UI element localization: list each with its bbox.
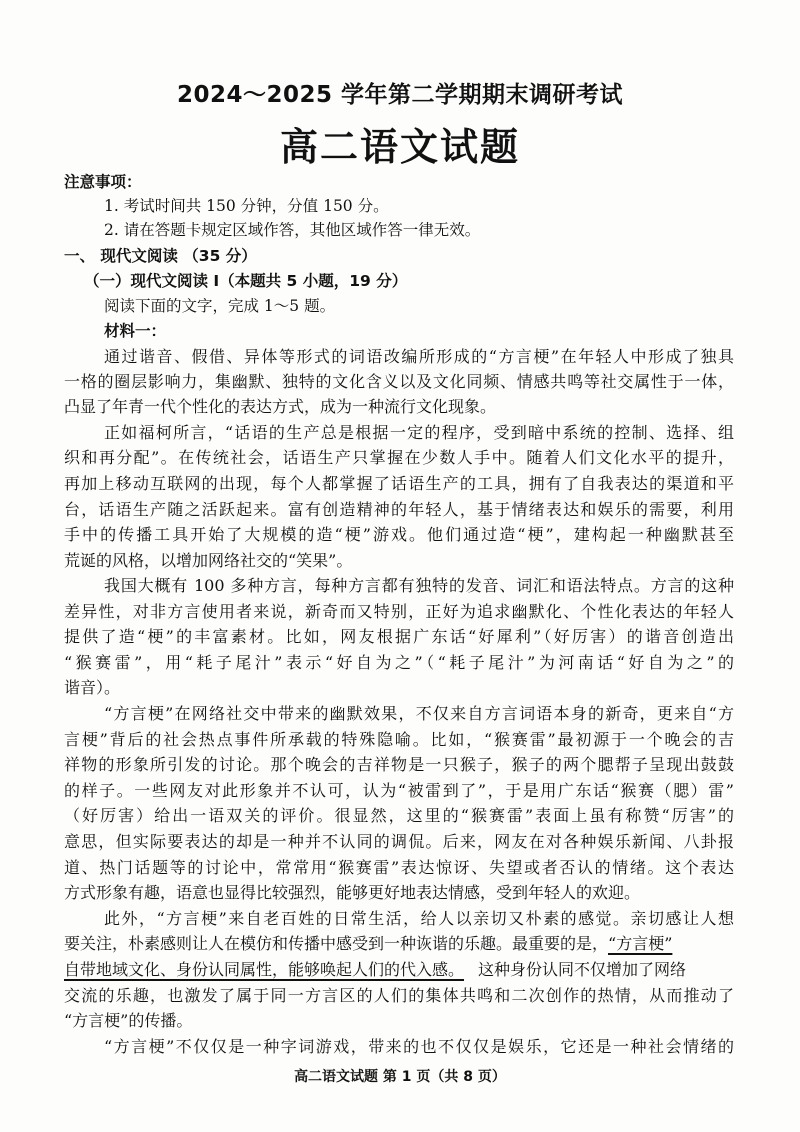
text-line: “方言梗”在网络社交中带来的幽默效果，不仅来自方言词语本身的新奇，更来自“方 [104,704,734,723]
text-line: 自带地域文化、身份认同属性，能够唤起人们的代入感。 这种身份认同不仅增加了网络 [64,960,687,979]
underlined-text: “方言梗” [608,934,673,953]
text-line: 通过谐音、假借、异体等形式的词语改编所形成的“方言梗”在年轻人中形成了独具 [104,347,734,366]
text-line: “方言梗”不仅仅是一种字词游戏，带来的也不仅仅是娱乐，它还是一种社会情绪的 [104,1037,734,1056]
text-line: 提供了造“梗”的丰富素材。比如，网友根据广东话“好犀利”（好厉害）的谐音创造出 [64,627,734,646]
text-line: 谐音）。 [64,678,121,697]
text-line: 要关注，朴素感则让人在模仿和传播中感受到一种诙谐的乐趣。最重要的是，“方言梗” [64,934,673,953]
text-line: “方言梗”的传播。 [64,1011,193,1030]
text-line: 的样子。一些网友对此形象并不认可，认为“被雷到了”，于是用广东话“猴赛（腮）雷” [64,781,734,800]
text-line: 手中的传播工具开始了大规模的造“梗”游戏。他们通过造“梗”，建构起一种幽默甚至 [64,525,734,544]
notice-heading: 注意事项： [64,173,142,191]
text-line: 再加上移动互联网的出现，每个人都掌握了话语生产的工具，拥有了自我表达的渠道和平 [64,474,734,493]
text-line: 方式形象有趣，语意也显得比较强烈，能够更好地表达情感，受到年轻人的欢迎。 [64,883,641,902]
text-line: “猴赛雷”，用“耗子尾汁”表示“好自为之”（“耗子尾汁”为河南话“好自为之”的 [64,653,734,672]
text-line: 我国大概有 100 多种方言，每种方言都有独特的发音、词汇和语法特点。方言的这种 [104,576,734,595]
text-line: 此外，“方言梗”来自老百姓的日常生活，给人以亲切又朴素的感觉。亲切感让人想 [104,909,734,928]
text-line: 意思，但实际要表达的却是一种并不认同的调侃。后来，网友在对各种娱乐新闻、八卦报 [64,832,734,851]
exam-title: 高二语文试题 [279,125,520,169]
text-line: 道、热门话题等的讨论中，常常用“猴赛雷”表达惊讶、失望或者否认的情绪。这个表达 [64,858,734,877]
notice-item-1: 1. 考试时间共 150 分钟，分值 150 分。 [104,197,389,215]
text-line: 织和再分配”。在传统社会，话语生产只掌握在少数人手中。随着人们文化水平的提升， [64,448,734,467]
underlined-text: 自带地域文化、身份认同属性，能够唤起人们的代入感。 [64,960,465,979]
sub-section-title: （一）现代文阅读 I（本题共 5 小题，19 分） [84,272,408,290]
text-line: 祥物的形象所引发的讨论。那个晚会的吉祥物是一只猴子，猴子的两个腮帮子呈现出鼓鼓 [64,755,734,774]
text-line: 差异性，对非方言使用者来说，新奇而又特别，正好为追求幽默化、个性化表达的年轻人 [64,602,734,621]
text-line: 交流的乐趣，也激发了属于同一方言区的人们的集体共鸣和二次创作的热情，从而推动了 [64,986,734,1005]
text-line: 正如福柯所言，“话语的生产总是根据一定的程序，受到暗中系统的控制、选择、组 [104,423,734,442]
section-title: 一、 现代文阅读 （35 分） [64,247,257,265]
notice-item-2: 2. 请在答题卡规定区域作答，其他区域作答一律无效。 [104,221,481,239]
text-line: 荒诞的风格，以增加网络社交的“笑果”。 [64,551,353,570]
reading-instruction: 阅读下面的文字，完成 1～5 题。 [104,297,336,315]
text-line: 言梗”背后的社会热点事件所承载的特殊隐喻。比如，“猴赛雷”最初源于一个晚会的吉 [64,730,734,749]
text-line: 台，话语生产随之活跃起来。富有创造精神的年轻人，基于情绪表达和娱乐的需要，利用 [64,500,734,519]
material-label: 材料一： [104,322,167,340]
page-footer: 高二语文试题 第 1 页（共 8 页） [294,1069,506,1085]
text-line: 凸显了年青一代个性化的表达方式，成为一种流行文化现象。 [64,397,497,416]
text-line: （好厉害）给出一语双关的评价。很显然，这里的“猴赛雷”表面上虽有称赞“厉害”的 [64,806,734,825]
text-line: 一格的圈层影响力，集幽默、独特的文化含义以及文化同频、情感共鸣等社交属性于一体， [64,372,734,391]
exam-subtitle: 2024～2025 学年第二学期期末调研考试 [176,82,624,108]
